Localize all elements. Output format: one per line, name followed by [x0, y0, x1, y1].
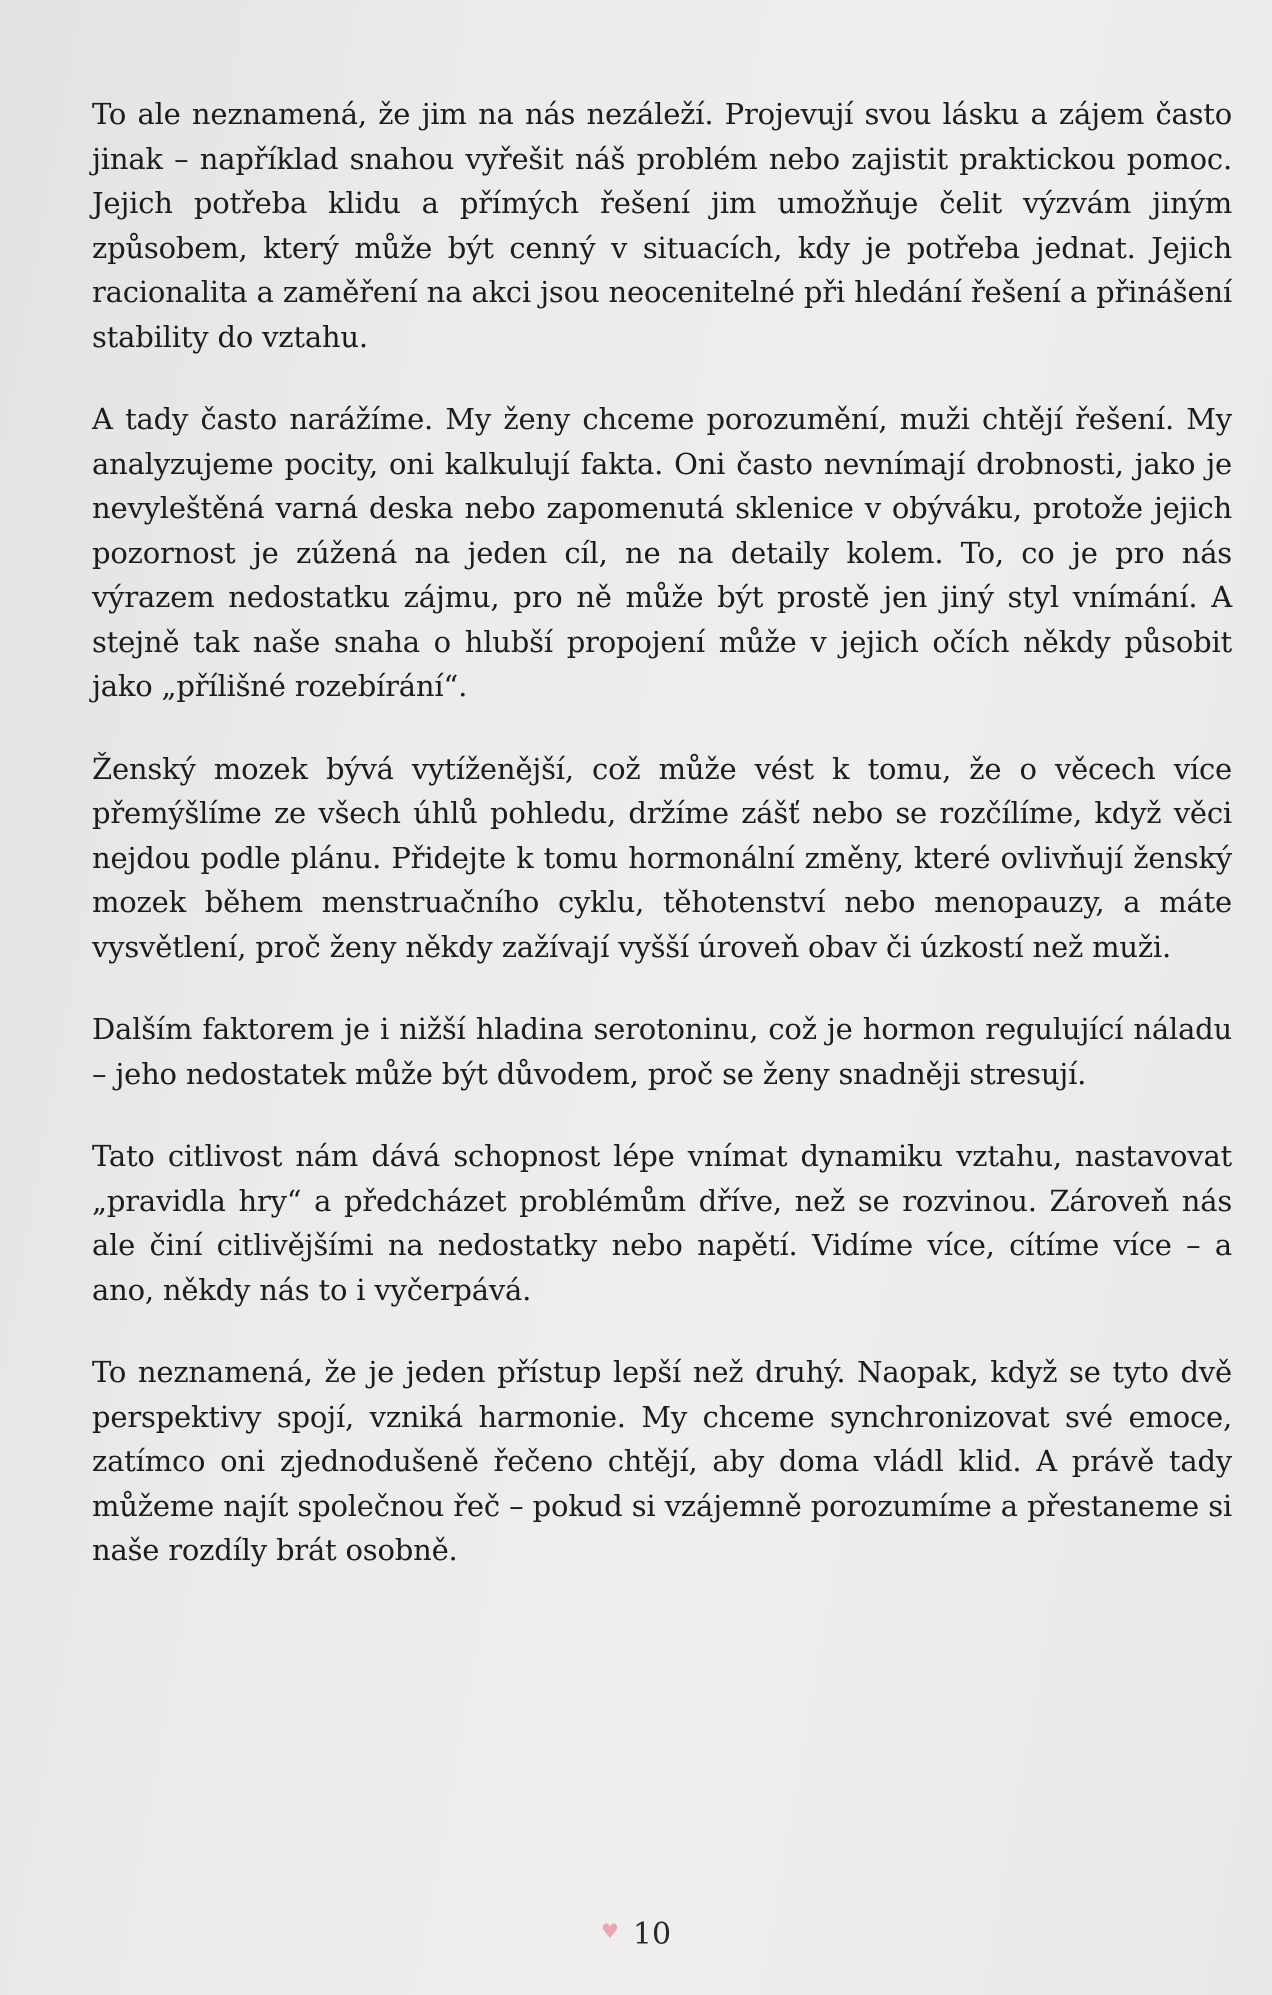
- paragraph: To neznamená, že je jeden přístup lepší než druhý. Naopak, když se tyto dvě perspektivy spojí, vzniká harmonie. My chceme synchronizovat své emoce, zatímco oni zjednodušeně řečeno chtějí, aby doma vládl klid. A právě tady můžeme najít společnou řeč – pokud si vzájemně porozumíme a přestaneme si naše rozdíly brát osobně.: [92, 1355, 1232, 1567]
- paragraph: Ženský mozek bývá vytíženější, což může vést k tomu, že o věcech více přemýšlíme ze všech úhlů pohledu, držíme zášť nebo se rozčílíme, když věci nejdou podle plánu. Přidejte k tomu hormonální změny, které ovlivňují ženský mozek během menstruačního cyklu, těhotenství nebo menopauzy, a máte vysvětlení, proč ženy někdy zažívají vyšší úroveň obav či úzkostí než muži.: [92, 751, 1232, 964]
- heart-icon: ♥: [600, 1919, 619, 1943]
- page-number: 10: [632, 1916, 672, 1952]
- body-text: [92, 92, 1232, 1611]
- paragraph: To ale neznamená, že jim na nás nezáleží. Projevují svou lásku a zájem často jinak – například snahou vyřešit náš problém nebo zajistit praktickou pomoc. Jejich potřeba klidu a přímých řešení jim umožňuje čelit výzvám jiným způsobem, který může být cenný v situacích, kdy je potřeba jednat. Jejich racionalita a zaměření na akci jsou neocenitelné při hledání řešení a přinášení stability do vztahu.: [92, 97, 1232, 354]
- paragraph: A tady často narážíme. My ženy chceme porozumění, muži chtějí řešení. My analyzujeme pocity, oni kalkulují fakta. Oni často nevnímají drobnosti, jako je nevyleštěná varná deska nebo zapomenutá sklenice v obýváku, protože jejich pozornost je zúžená na jeden cíl, ne na detaily kolem. To, co je pro nás výrazem nedostatku zájmu, pro ně může být prostě jen jiný styl vnímání. A stejně tak naše snaha o hlubší propojení může v jejich očích někdy působit jako „přílišné rozebírání“.: [92, 402, 1232, 703]
- page-footer: [0, 1915, 1272, 1952]
- paragraph: Dalším faktorem je i nižší hladina serotoninu, což je hormon regulující náladu – jeho nedostatek může být důvodem, proč se ženy snadněji stresují.: [92, 1012, 1232, 1091]
- paragraph: Tato citlivost nám dává schopnost lépe vnímat dynamiku vztahu, nastavovat „pravidla hry“ a předcházet problémům dříve, než se rozvinou. Zároveň nás ale činí citlivějšími na nedostatky nebo napětí. Vidíme více, cítíme více – a ano, někdy nás to i vyčerpává.: [92, 1139, 1232, 1307]
